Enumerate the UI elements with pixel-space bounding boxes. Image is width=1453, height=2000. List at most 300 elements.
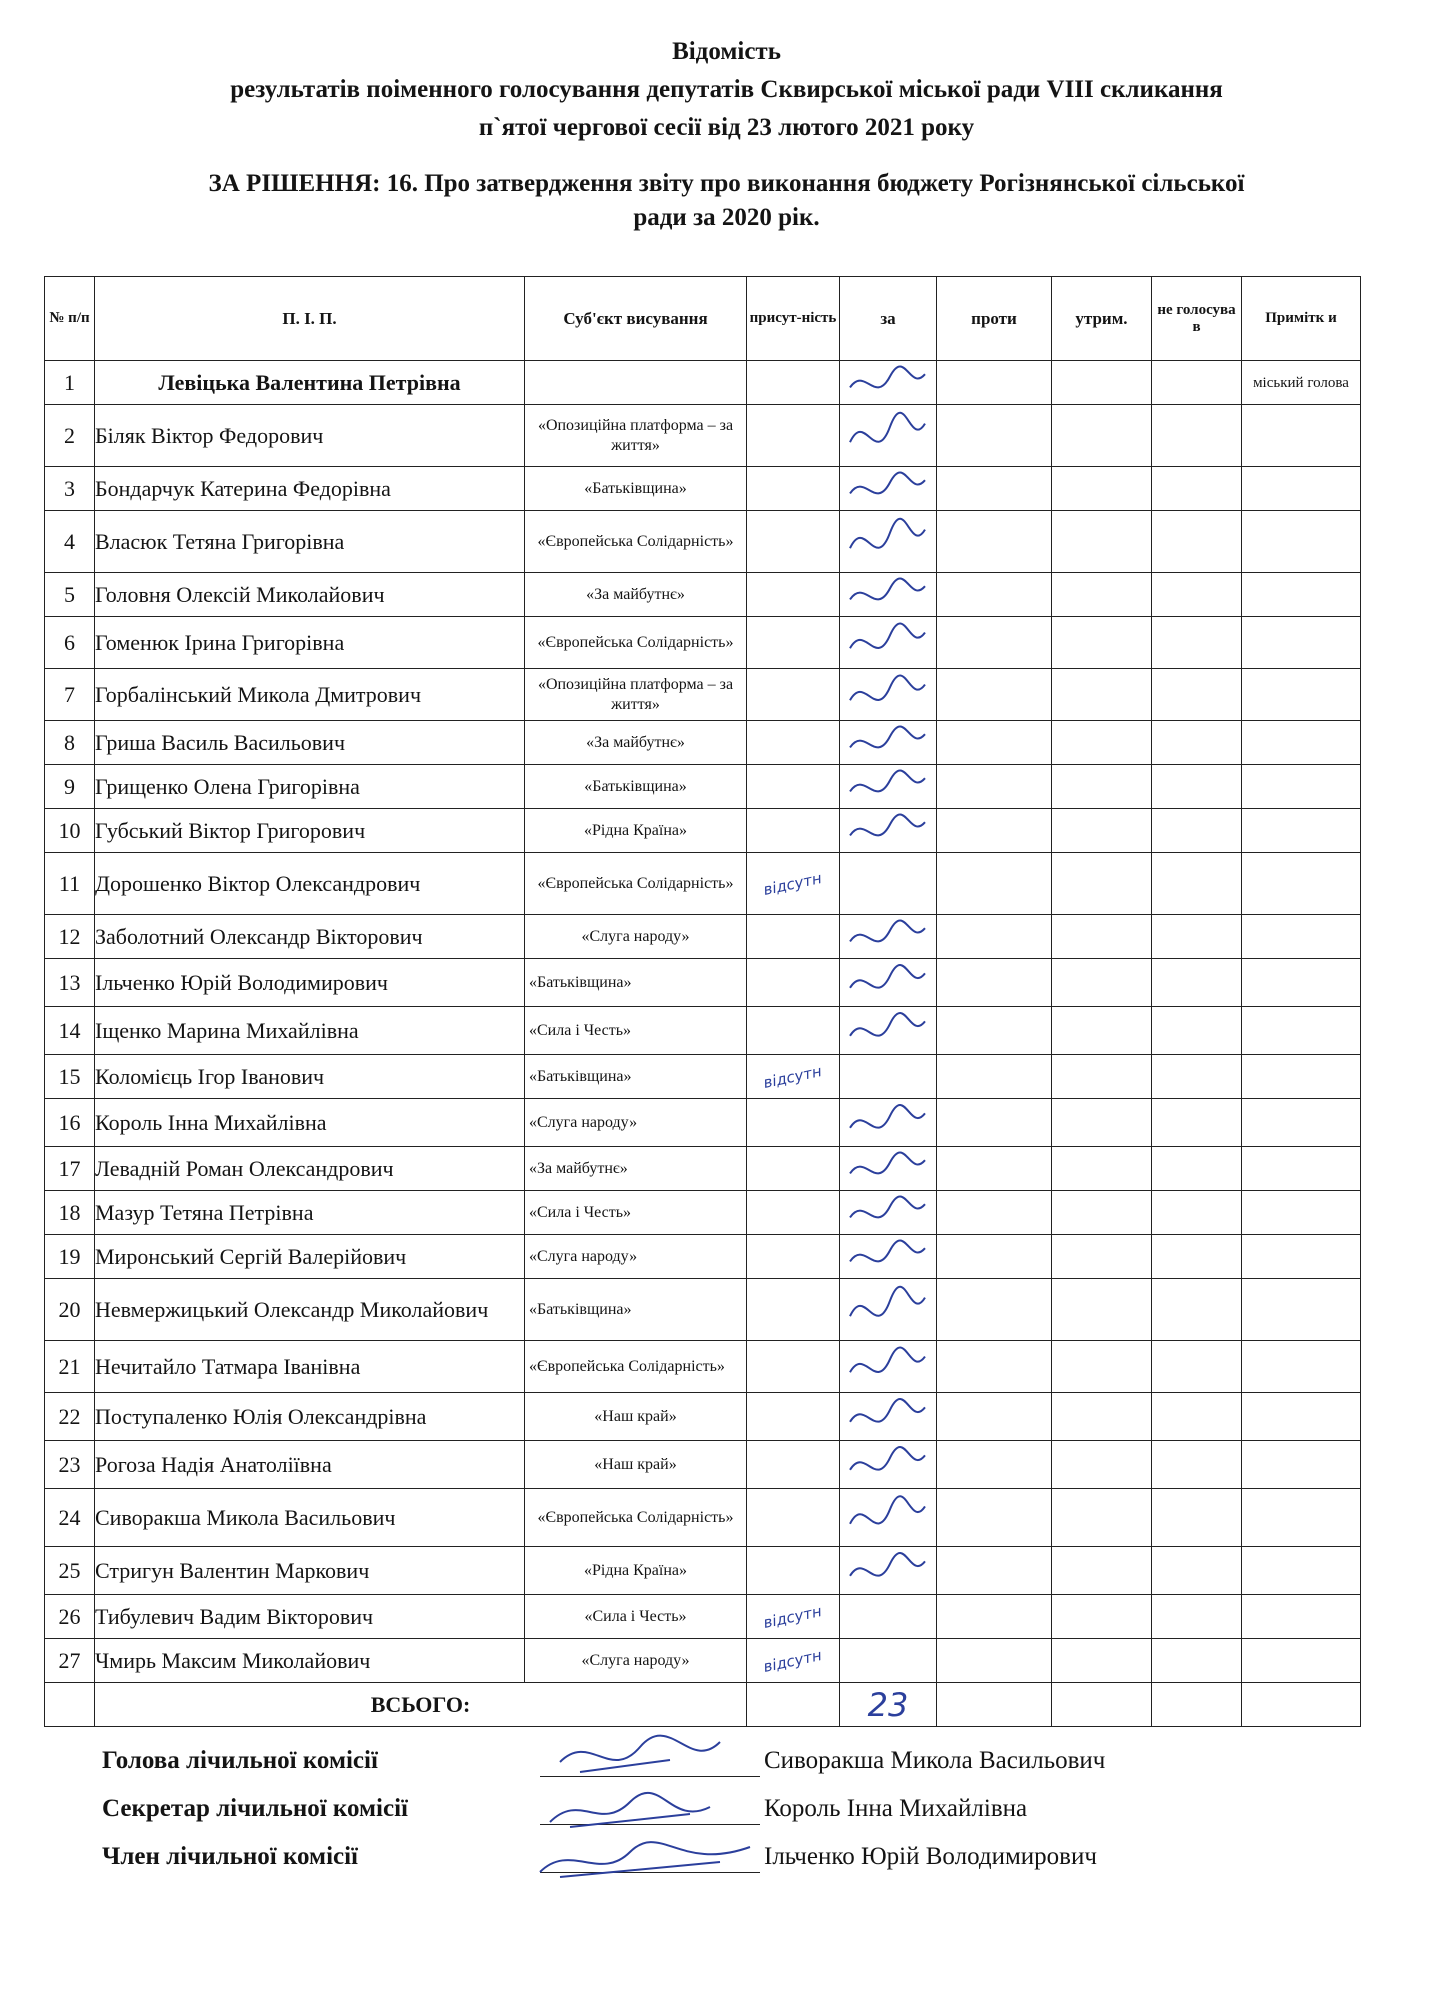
deputy-party: «Сила і Честь» <box>525 1191 747 1235</box>
vote-notvoted-cell <box>1152 1099 1242 1147</box>
vote-against-cell <box>937 669 1052 721</box>
table-row <box>45 1441 1361 1489</box>
deputy-name: Біляк Віктор Федорович <box>95 405 525 467</box>
total-note-cell <box>1242 1683 1361 1727</box>
signature-icon <box>840 669 930 715</box>
deputy-party: «Наш край» <box>525 1441 747 1489</box>
deputy-name: Губський Віктор Григорович <box>95 809 525 853</box>
vote-for-cell <box>840 1147 937 1191</box>
signature-icon <box>840 1007 930 1049</box>
deputy-name: Король Інна Михайлівна <box>95 1099 525 1147</box>
deputy-party: «Батьківщина» <box>525 765 747 809</box>
deputy-party: «Опозиційна платформа – за життя» <box>525 405 747 467</box>
note-cell <box>1242 1099 1361 1147</box>
deputy-name: Тибулевич Вадим Вікторович <box>95 1595 525 1639</box>
vote-for-cell <box>840 1489 937 1547</box>
vote-for-cell <box>840 721 937 765</box>
session-date: п`ятої чергової сесії від 23 лютого 2021 року <box>478 114 975 141</box>
row-number: 10 <box>45 809 95 853</box>
deputy-name: Невмержицький Олександр Миколайович <box>95 1279 525 1341</box>
row-number: 7 <box>45 669 95 721</box>
document-subtitle: результатів поіменного голосування депутатів Сквирської міської ради VIII скликання <box>230 76 1223 103</box>
table-row <box>45 1191 1361 1235</box>
deputy-party: «Батьківщина» <box>525 959 747 1007</box>
vote-notvoted-cell <box>1152 1235 1242 1279</box>
vote-against-cell <box>937 1099 1052 1147</box>
deputy-party: «Європейська Солідарність» <box>525 617 747 669</box>
row-number: 25 <box>45 1547 95 1595</box>
row-number: 12 <box>45 915 95 959</box>
vote-against-cell <box>937 1393 1052 1441</box>
deputy-party: «Слуга народу» <box>525 1235 747 1279</box>
deputy-party: «Опозиційна платформа – за життя» <box>525 669 747 721</box>
presence-cell <box>747 765 840 809</box>
chair-role: Голова лічильної комісії <box>102 1747 378 1774</box>
vote-notvoted-cell <box>1152 617 1242 669</box>
row-number: 18 <box>45 1191 95 1235</box>
deputy-party: «Сила і Честь» <box>525 1007 747 1055</box>
presence-cell <box>747 1235 840 1279</box>
presence-cell <box>747 853 840 915</box>
row-number: 4 <box>45 511 95 573</box>
note-cell <box>1242 669 1361 721</box>
vote-abstain-cell <box>1052 617 1152 669</box>
deputy-name: Заболотний Олександр Вікторович <box>95 915 525 959</box>
vote-for-cell <box>840 1441 937 1489</box>
header-name: П. І. П. <box>95 277 525 361</box>
vote-notvoted-cell <box>1152 1055 1242 1099</box>
note-cell <box>1242 1639 1361 1683</box>
deputy-party: «За майбутнє» <box>525 1147 747 1191</box>
vote-against-cell <box>937 1341 1052 1393</box>
total-num-cell <box>45 1683 95 1727</box>
table-body <box>45 361 1361 1683</box>
vote-for-cell <box>840 809 937 853</box>
vote-against-cell <box>937 573 1052 617</box>
vote-notvoted-cell <box>1152 809 1242 853</box>
deputy-party: «Слуга народу» <box>525 915 747 959</box>
table-row <box>45 809 1361 853</box>
vote-against-cell <box>937 765 1052 809</box>
note-cell <box>1242 1441 1361 1489</box>
vote-for-cell <box>840 1191 937 1235</box>
table-row <box>45 1147 1361 1191</box>
deputy-party: «Сила і Честь» <box>525 1595 747 1639</box>
vote-for-cell <box>840 1055 937 1099</box>
header-present: присут-ність <box>747 277 840 361</box>
document-title: Відомість <box>672 38 781 65</box>
row-number: 26 <box>45 1595 95 1639</box>
presence-cell <box>747 467 840 511</box>
note-cell <box>1242 765 1361 809</box>
vote-against-cell <box>937 1191 1052 1235</box>
vote-notvoted-cell <box>1152 959 1242 1007</box>
vote-notvoted-cell <box>1152 1279 1242 1341</box>
vote-abstain-cell <box>1052 959 1152 1007</box>
note-cell <box>1242 853 1361 915</box>
table-row <box>45 573 1361 617</box>
presence-cell <box>747 511 840 573</box>
deputy-party: «За майбутнє» <box>525 721 747 765</box>
vote-for-cell <box>840 1393 937 1441</box>
presence-cell <box>747 1191 840 1235</box>
vote-for-cell <box>840 1007 937 1055</box>
row-number: 16 <box>45 1099 95 1147</box>
vote-abstain-cell <box>1052 765 1152 809</box>
deputy-name: Гоменюк Ірина Григорівна <box>95 617 525 669</box>
presence-cell <box>747 1639 840 1683</box>
note-cell <box>1242 573 1361 617</box>
deputy-name: Нечитайло Татмара Іванівна <box>95 1341 525 1393</box>
header-party: Суб'єкт висування <box>525 277 747 361</box>
row-number: 13 <box>45 959 95 1007</box>
note-cell <box>1242 959 1361 1007</box>
vote-abstain-cell <box>1052 467 1152 511</box>
vote-against-cell <box>937 721 1052 765</box>
vote-notvoted-cell <box>1152 1595 1242 1639</box>
header-abstain: утрим. <box>1052 277 1152 361</box>
note-cell <box>1242 1547 1361 1595</box>
vote-for-cell <box>840 915 937 959</box>
absent-mark: відсутн <box>762 1646 824 1676</box>
presence-cell <box>747 573 840 617</box>
presence-cell <box>747 1055 840 1099</box>
vote-for-cell <box>840 467 937 511</box>
table-row <box>45 1489 1361 1547</box>
deputy-name: Сиворакша Микола Васильович <box>95 1489 525 1547</box>
deputy-name: Мазур Тетяна Петрівна <box>95 1191 525 1235</box>
deputy-name: Левадній Роман Олександрович <box>95 1147 525 1191</box>
vote-notvoted-cell <box>1152 361 1242 405</box>
deputy-name: Ільченко Юрій Володимирович <box>95 959 525 1007</box>
vote-abstain-cell <box>1052 1393 1152 1441</box>
vote-notvoted-cell <box>1152 669 1242 721</box>
vote-notvoted-cell <box>1152 1393 1242 1441</box>
vote-against-cell <box>937 1639 1052 1683</box>
vote-abstain-cell <box>1052 1279 1152 1341</box>
vote-against-cell <box>937 809 1052 853</box>
vote-abstain-cell <box>1052 915 1152 959</box>
commission-signatures <box>520 1722 780 1892</box>
table-row <box>45 1235 1361 1279</box>
deputy-name: Чмирь Максим Миколайович <box>95 1639 525 1683</box>
presence-cell <box>747 1547 840 1595</box>
vote-notvoted-cell <box>1152 1547 1242 1595</box>
vote-against-cell <box>937 1055 1052 1099</box>
decision-line-1: ЗА РІШЕННЯ: 16. Про затвердження звіту про виконання бюджету Рогізнянської сільської <box>208 170 1245 197</box>
table-row <box>45 1279 1361 1341</box>
signature-icon <box>840 467 930 505</box>
note-cell <box>1242 1279 1361 1341</box>
secretary-name: Король Інна Михайлівна <box>764 1795 1028 1822</box>
signature-icon <box>840 959 930 1001</box>
absent-mark: відсутн <box>762 1602 824 1632</box>
signature-icon <box>840 1279 930 1335</box>
deputy-name: Стригун Валентин Маркович <box>95 1547 525 1595</box>
vote-abstain-cell <box>1052 1489 1152 1547</box>
row-number: 24 <box>45 1489 95 1547</box>
vote-abstain-cell <box>1052 853 1152 915</box>
note-cell <box>1242 511 1361 573</box>
vote-for-cell <box>840 617 937 669</box>
presence-cell <box>747 1393 840 1441</box>
deputy-name: Рогоза Надія Анатоліївна <box>95 1441 525 1489</box>
table-row <box>45 617 1361 669</box>
deputy-name: Іщенко Марина Михайлівна <box>95 1007 525 1055</box>
vote-abstain-cell <box>1052 1235 1152 1279</box>
note-cell <box>1242 1191 1361 1235</box>
table-row <box>45 361 1361 405</box>
row-number: 9 <box>45 765 95 809</box>
vote-against-cell <box>937 361 1052 405</box>
row-number: 21 <box>45 1341 95 1393</box>
vote-for-cell <box>840 405 937 467</box>
note-cell <box>1242 1595 1361 1639</box>
vote-abstain-cell <box>1052 511 1152 573</box>
vote-notvoted-cell <box>1152 405 1242 467</box>
header-against: проти <box>937 277 1052 361</box>
vote-notvoted-cell <box>1152 1341 1242 1393</box>
vote-against-cell <box>937 617 1052 669</box>
vote-for-cell <box>840 765 937 809</box>
vote-abstain-cell <box>1052 1547 1152 1595</box>
row-number: 2 <box>45 405 95 467</box>
note-cell <box>1242 1341 1361 1393</box>
vote-notvoted-cell <box>1152 1639 1242 1683</box>
signature-icon <box>840 809 930 847</box>
table-row <box>45 765 1361 809</box>
presence-cell <box>747 1595 840 1639</box>
row-number: 1 <box>45 361 95 405</box>
deputy-party: «Слуга народу» <box>525 1099 747 1147</box>
table-row <box>45 721 1361 765</box>
row-number: 15 <box>45 1055 95 1099</box>
signature-icon <box>840 617 930 663</box>
vote-abstain-cell <box>1052 669 1152 721</box>
vote-for-cell <box>840 1341 937 1393</box>
vote-against-cell <box>937 959 1052 1007</box>
presence-cell <box>747 809 840 853</box>
member-role: Член лічильної комісії <box>102 1843 359 1870</box>
vote-for-cell <box>840 1279 937 1341</box>
vote-against-cell <box>937 853 1052 915</box>
vote-abstain-cell <box>1052 1191 1152 1235</box>
vote-for-cell <box>840 573 937 617</box>
vote-notvoted-cell <box>1152 1007 1242 1055</box>
vote-abstain-cell <box>1052 1055 1152 1099</box>
vote-abstain-cell <box>1052 1639 1152 1683</box>
total-for-value: 23 <box>867 1685 909 1724</box>
deputy-party: «Європейська Солідарність» <box>525 853 747 915</box>
deputy-name: Миронський Сергій Валерійович <box>95 1235 525 1279</box>
presence-cell <box>747 721 840 765</box>
row-number: 14 <box>45 1007 95 1055</box>
absent-mark: відсутн <box>762 869 824 899</box>
table-row <box>45 669 1361 721</box>
vote-against-cell <box>937 1235 1052 1279</box>
absent-mark: відсутн <box>762 1062 824 1092</box>
table-row <box>45 1639 1361 1683</box>
signature-icon <box>840 1341 930 1387</box>
table-row <box>45 511 1361 573</box>
secretary-role: Секретар лічильної комісії <box>102 1795 408 1822</box>
presence-cell <box>747 1147 840 1191</box>
table-row <box>45 467 1361 511</box>
presence-cell <box>747 1441 840 1489</box>
chair-name: Сиворакша Микола Васильович <box>764 1747 1106 1774</box>
vote-abstain-cell <box>1052 809 1152 853</box>
deputy-name: Горбалінський Микола Дмитрович <box>95 669 525 721</box>
deputy-name: Коломієць Ігор Іванович <box>95 1055 525 1099</box>
note-cell <box>1242 1393 1361 1441</box>
deputy-name: Головня Олексій Миколайович <box>95 573 525 617</box>
signature-icon <box>840 1147 930 1185</box>
total-for <box>840 1683 937 1727</box>
row-number: 22 <box>45 1393 95 1441</box>
vote-notvoted-cell <box>1152 1147 1242 1191</box>
total-against-cell <box>937 1683 1052 1727</box>
vote-against-cell <box>937 1147 1052 1191</box>
vote-abstain-cell <box>1052 1595 1152 1639</box>
total-present-cell <box>747 1683 840 1727</box>
vote-notvoted-cell <box>1152 765 1242 809</box>
vote-against-cell <box>937 467 1052 511</box>
vote-notvoted-cell <box>1152 721 1242 765</box>
vote-notvoted-cell <box>1152 573 1242 617</box>
note-cell <box>1242 617 1361 669</box>
note-cell <box>1242 915 1361 959</box>
deputy-party: «Європейська Солідарність» <box>525 1489 747 1547</box>
total-row <box>45 1683 1361 1727</box>
deputy-party: «Батьківщина» <box>525 467 747 511</box>
signature-icon <box>840 1547 930 1589</box>
vote-for-cell <box>840 511 937 573</box>
row-number: 5 <box>45 573 95 617</box>
row-number: 19 <box>45 1235 95 1279</box>
deputy-party: «Батьківщина» <box>525 1279 747 1341</box>
table-row <box>45 1547 1361 1595</box>
vote-for-cell <box>840 361 937 405</box>
signature-icon <box>840 765 930 803</box>
presence-cell <box>747 1341 840 1393</box>
table-row <box>45 959 1361 1007</box>
deputy-party: «Європейська Солідарність» <box>525 1341 747 1393</box>
signature-icon <box>840 1099 930 1141</box>
table-header-row <box>45 277 1361 361</box>
vote-abstain-cell <box>1052 361 1152 405</box>
deputy-party <box>525 361 747 405</box>
deputy-party: «За майбутнє» <box>525 573 747 617</box>
vote-for-cell <box>840 1235 937 1279</box>
signature-icon <box>840 405 930 461</box>
vote-notvoted-cell <box>1152 915 1242 959</box>
note-cell <box>1242 721 1361 765</box>
vote-abstain-cell <box>1052 1147 1152 1191</box>
vote-for-cell <box>840 1547 937 1595</box>
vote-notvoted-cell <box>1152 853 1242 915</box>
vote-against-cell <box>937 511 1052 573</box>
note-cell <box>1242 1055 1361 1099</box>
deputy-party: «Європейська Солідарність» <box>525 511 747 573</box>
deputy-party: «Наш край» <box>525 1393 747 1441</box>
table-row <box>45 1099 1361 1147</box>
row-number: 6 <box>45 617 95 669</box>
member-name: Ільченко Юрій Володимирович <box>764 1843 1097 1870</box>
signature-icon <box>840 573 930 611</box>
note-cell <box>1242 1147 1361 1191</box>
total-label: ВСЬОГО: <box>95 1683 747 1727</box>
vote-for-cell <box>840 959 937 1007</box>
total-notvoted-cell <box>1152 1683 1242 1727</box>
vote-for-cell <box>840 1595 937 1639</box>
note-cell <box>1242 1489 1361 1547</box>
table-row <box>45 1341 1361 1393</box>
row-number: 8 <box>45 721 95 765</box>
signature-icon <box>840 915 930 953</box>
vote-abstain-cell <box>1052 1007 1152 1055</box>
header-for: за <box>840 277 937 361</box>
presence-cell <box>747 1489 840 1547</box>
row-number: 17 <box>45 1147 95 1191</box>
vote-against-cell <box>937 1547 1052 1595</box>
signature-icon <box>840 1441 930 1483</box>
header-note: Примітк и <box>1242 277 1361 361</box>
note-cell <box>1242 1235 1361 1279</box>
row-number: 23 <box>45 1441 95 1489</box>
signature-icon <box>840 511 930 567</box>
signature-icon <box>840 361 930 399</box>
presence-cell <box>747 669 840 721</box>
row-number: 20 <box>45 1279 95 1341</box>
table-row <box>45 405 1361 467</box>
vote-abstain-cell <box>1052 1441 1152 1489</box>
note-cell <box>1242 361 1361 405</box>
presence-cell <box>747 361 840 405</box>
signature-icon <box>840 1191 930 1229</box>
decision-line-2: ради за 2020 рік. <box>633 204 820 231</box>
vote-against-cell <box>937 915 1052 959</box>
deputy-party: «Рідна Країна» <box>525 809 747 853</box>
deputy-name: Левіцька Валентина Петрівна <box>95 361 525 405</box>
note-cell <box>1242 405 1361 467</box>
header-notvoted: не голосува в <box>1152 277 1242 361</box>
table-row <box>45 1595 1361 1639</box>
row-number: 3 <box>45 467 95 511</box>
vote-against-cell <box>937 1279 1052 1341</box>
presence-cell <box>747 1099 840 1147</box>
header-num: № п/п <box>45 277 95 361</box>
presence-cell <box>747 1279 840 1341</box>
signature-icon <box>840 1489 930 1541</box>
signature-icon <box>840 1393 930 1435</box>
presence-cell <box>747 915 840 959</box>
vote-for-cell <box>840 669 937 721</box>
row-number: 11 <box>45 853 95 915</box>
deputy-name: Власюк Тетяна Григорівна <box>95 511 525 573</box>
vote-notvoted-cell <box>1152 511 1242 573</box>
deputy-party: «Рідна Країна» <box>525 1547 747 1595</box>
vote-for-cell <box>840 853 937 915</box>
table-row <box>45 853 1361 915</box>
vote-notvoted-cell <box>1152 1489 1242 1547</box>
presence-cell <box>747 959 840 1007</box>
deputy-name: Поступаленко Юлія Олександрівна <box>95 1393 525 1441</box>
vote-for-cell <box>840 1639 937 1683</box>
presence-cell <box>747 1007 840 1055</box>
vote-notvoted-cell <box>1152 1191 1242 1235</box>
row-number: 27 <box>45 1639 95 1683</box>
note-cell <box>1242 467 1361 511</box>
